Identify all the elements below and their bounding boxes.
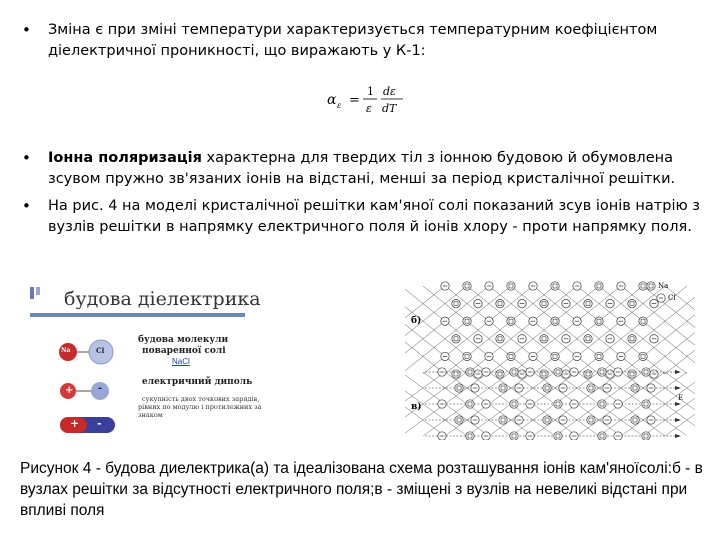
shifted-ion xyxy=(510,368,518,376)
shifted-ion xyxy=(543,416,551,424)
lattice-ion xyxy=(507,317,515,325)
lattice-no-field xyxy=(405,282,695,378)
lattice-ion xyxy=(595,282,603,290)
atom-na-label: Na xyxy=(61,347,71,354)
shifted-ion xyxy=(587,384,595,392)
lattice-ion xyxy=(496,335,504,343)
lattice-ion xyxy=(584,335,592,343)
capsule-plus-sign: + xyxy=(70,417,80,430)
shifted-ion xyxy=(455,416,463,424)
lattice-ion xyxy=(452,299,460,307)
lattice-ion xyxy=(628,335,636,343)
bullet-marker: • xyxy=(22,149,31,167)
dipole-note-line2: рівних по модулю і протилежних за знаком xyxy=(138,403,262,419)
lattice-ion xyxy=(463,317,471,325)
lattice-ion xyxy=(584,370,592,378)
molecule-label-line1: будова молекули xyxy=(138,335,229,345)
shifted-ion xyxy=(543,384,551,392)
field-label: E xyxy=(678,394,684,402)
molecule-label-line2: поваренної солі xyxy=(142,346,226,356)
figure-caption: Рисунок 4 - будова диелектрика(а) та ідеалізована схема розташування іонів кам'яноїсолі:б - в вузлах решітки за відсутності електричного поля;в - зміщені з вузлів на невеликі відстані при впливі поля xyxy=(20,460,703,519)
shifted-ion xyxy=(554,368,562,376)
bullet-text: Зміна є при зміні температури характеризується температурним коефіцієнтом діелектричної проникності, що виражають у К-1: xyxy=(48,22,658,59)
lattice-ion xyxy=(452,370,460,378)
shifted-ion xyxy=(466,368,474,376)
shifted-ion xyxy=(631,384,639,392)
lattice-ion xyxy=(463,352,471,360)
formula-den1: ε xyxy=(366,102,372,115)
dipole-plus-sign: + xyxy=(65,385,74,396)
shifted-ion xyxy=(587,416,595,424)
lattice-ion xyxy=(507,352,515,360)
lattice-ion xyxy=(639,352,647,360)
lattice-ion xyxy=(595,352,603,360)
lattice-ion xyxy=(540,299,548,307)
bullet-marker: • xyxy=(22,197,31,215)
lattice-ion xyxy=(452,335,460,343)
shifted-ion xyxy=(466,400,474,408)
bullet-figure-reference xyxy=(22,196,702,238)
lattice-ion xyxy=(496,370,504,378)
legend-na: Na xyxy=(658,282,669,290)
shifted-ion xyxy=(510,432,518,440)
formula-num1: 1 xyxy=(367,85,374,98)
lattice-ion xyxy=(628,299,636,307)
shifted-ion xyxy=(598,432,606,440)
atom-cl-label: Cl xyxy=(96,346,105,355)
bullet-temperature-coefficient xyxy=(22,20,702,62)
lattice-ion xyxy=(507,282,515,290)
dipole-note-line1: сукупність двох точкових зарядів, xyxy=(142,395,260,403)
dipole-label: електричний диполь xyxy=(142,377,253,387)
shifted-ion xyxy=(642,400,650,408)
lattice-ion xyxy=(639,282,647,290)
lattice-ion xyxy=(496,299,504,307)
formula-temperature-coefficient xyxy=(325,80,425,120)
figure-left-title: будова діелектрика xyxy=(64,288,261,310)
lattice-ion xyxy=(639,317,647,325)
lattice-graphics xyxy=(405,280,695,440)
lattice-ion xyxy=(540,335,548,343)
molecule-formula: NaCl xyxy=(172,357,190,366)
lattice-ion xyxy=(463,282,471,290)
formula-den2: dT xyxy=(382,102,397,115)
formula-alpha: α xyxy=(327,92,337,108)
shifted-ion xyxy=(466,432,474,440)
figure-dielectric-structure xyxy=(30,285,280,435)
shifted-ion xyxy=(598,368,606,376)
capsule-minus-sign: - xyxy=(97,417,102,430)
lattice-ion xyxy=(551,282,559,290)
dipole-minus-sign: - xyxy=(98,383,103,394)
shifted-ion xyxy=(554,432,562,440)
bullet-ionic-polarization xyxy=(22,148,702,190)
lattice-ion xyxy=(551,317,559,325)
legend-na-ion xyxy=(647,282,655,290)
bullet-bold-term: Іонна поляризація xyxy=(48,150,202,166)
lattice-ion xyxy=(540,370,548,378)
figure-crystal-lattice xyxy=(405,280,695,440)
shifted-ion xyxy=(631,416,639,424)
shifted-ion xyxy=(499,416,507,424)
lattice-ion xyxy=(595,317,603,325)
label-v: в) xyxy=(411,402,422,412)
label-b: б) xyxy=(411,316,422,326)
bullet-text: На рис. 4 на моделі кристалічної решітки кам'яної солі показаний зсув іонів натрію з вузлів решітки в напрямку електричного поля й іонів хлору - проти напрямку поля. xyxy=(48,198,700,235)
formula-subscript: ε xyxy=(337,101,342,110)
shifted-ion xyxy=(598,400,606,408)
shifted-ion xyxy=(642,432,650,440)
shifted-ion xyxy=(499,384,507,392)
bullet-text: характерна для твердих тіл з іонною будовою й обумовлена зсувом пружно зв'язаних іонів на відстані, менші за період кристалічної решітки. xyxy=(48,150,676,187)
legend-cl: Cl xyxy=(668,294,676,302)
formula-num2: dε xyxy=(383,85,396,98)
lattice-ion xyxy=(628,370,636,378)
shifted-ion xyxy=(455,384,463,392)
shifted-ion xyxy=(554,400,562,408)
lattice-with-field xyxy=(405,368,695,440)
lattice-ion xyxy=(551,352,559,360)
formula-equals: = xyxy=(349,93,360,108)
lattice-ion xyxy=(584,299,592,307)
bullet-marker: • xyxy=(22,21,31,39)
shifted-ion xyxy=(510,400,518,408)
shifted-ion xyxy=(642,368,650,376)
